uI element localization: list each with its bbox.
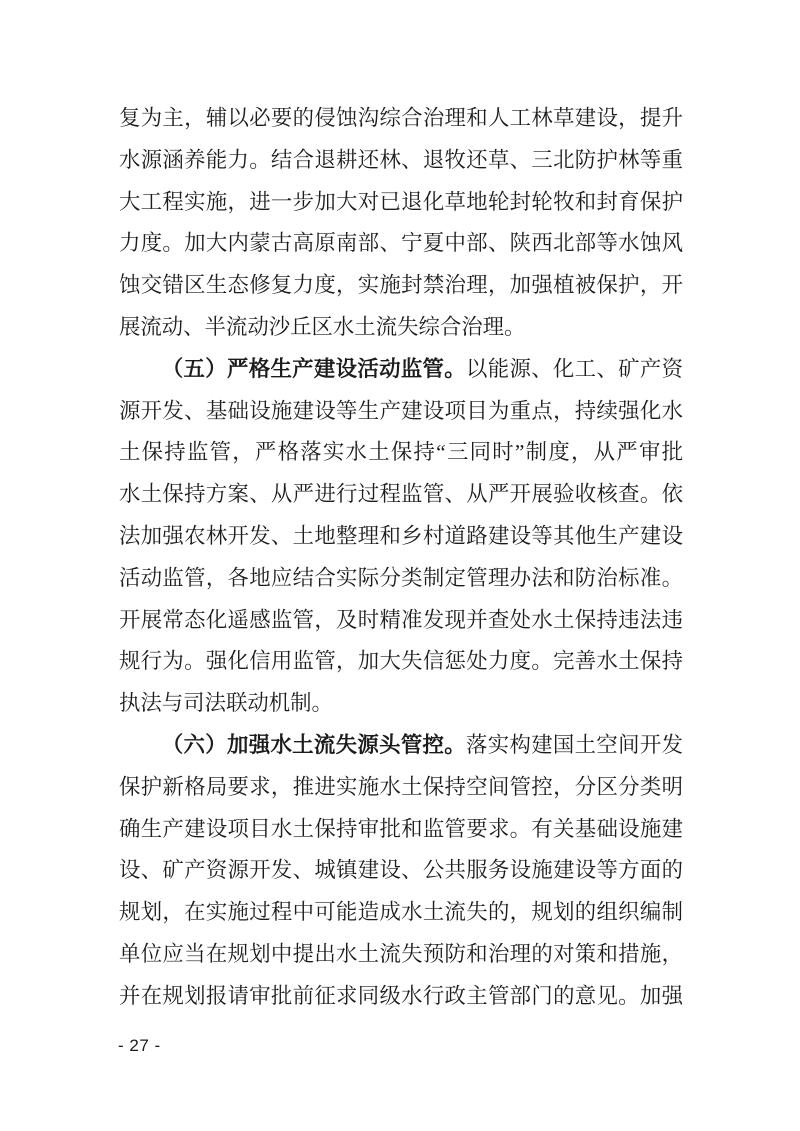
text-line: 规行为。强化信用监管，加大失信惩处力度。完善水土保持 bbox=[119, 649, 683, 674]
text-line: 大工程实施，进一步加大对已退化草地轮封轮牧和封育保护 bbox=[119, 189, 683, 214]
text-line: 复为主，辅以必要的侵蚀沟综合治理和人工林草建设，提升 bbox=[119, 106, 683, 130]
text-line: 执法与司法联动机制。 bbox=[119, 691, 333, 716]
text-line: （六）加强水土流失源头管控。落实构建国土空间开发 bbox=[161, 732, 683, 757]
text-line: 确生产建设项目水土保持审批和监管要求。有关基础设施建 bbox=[119, 816, 683, 841]
text-line: 土保持监管，严格落实水土保持“三同时”制度，从严审批 bbox=[119, 440, 683, 465]
text-line: 水源涵养能力。结合退耕还林、退牧还草、三北防护林等重 bbox=[119, 147, 683, 172]
text-line: 保护新格局要求，推进实施水土保持空间管控，分区分类明 bbox=[119, 774, 683, 799]
text-line: 并在规划报请审批前征求同级水行政主管部门的意见。加强 bbox=[119, 983, 683, 1008]
text-line: 蚀交错区生态修复力度，实施封禁治理，加强植被保护，开 bbox=[119, 273, 683, 298]
text-line: 开展常态化遥感监管，及时精准发现并查处水土保持违法违 bbox=[119, 607, 683, 632]
page-number: - 27 - bbox=[118, 1036, 161, 1055]
text-line: 规划，在实施过程中可能造成水土流失的，规划的组织编制 bbox=[119, 900, 683, 925]
text-line: 力度。加大内蒙古高原南部、宁夏中部、陕西北部等水蚀风 bbox=[119, 231, 683, 256]
text-line: （五）严格生产建设活动监管。以能源、化工、矿产资 bbox=[161, 356, 683, 381]
text-line: 源开发、基础设施建设等生产建设项目为重点，持续强化水 bbox=[119, 398, 683, 423]
body-text bbox=[119, 98, 683, 1018]
text-line: 水土保持方案、从严进行过程监管、从严开展验收核查。依 bbox=[119, 482, 683, 507]
paragraph-heading: （五）严格生产建设活动监管。 bbox=[161, 356, 467, 381]
text-line: 活动监管，各地应结合实际分类制定管理办法和防治标准。 bbox=[119, 565, 683, 590]
text-line: 单位应当在规划中提出水土流失预防和治理的对策和措施， bbox=[119, 941, 683, 966]
text-line: 法加强农林开发、土地整理和乡村道路建设等其他生产建设 bbox=[119, 523, 683, 548]
paragraph-heading: （六）加强水土流失源头管控。 bbox=[161, 732, 467, 757]
text-line: 设、矿产资源开发、城镇建设、公共服务设施建设等方面的 bbox=[119, 858, 683, 883]
text-line: 展流动、半流动沙丘区水土流失综合治理。 bbox=[119, 314, 526, 339]
